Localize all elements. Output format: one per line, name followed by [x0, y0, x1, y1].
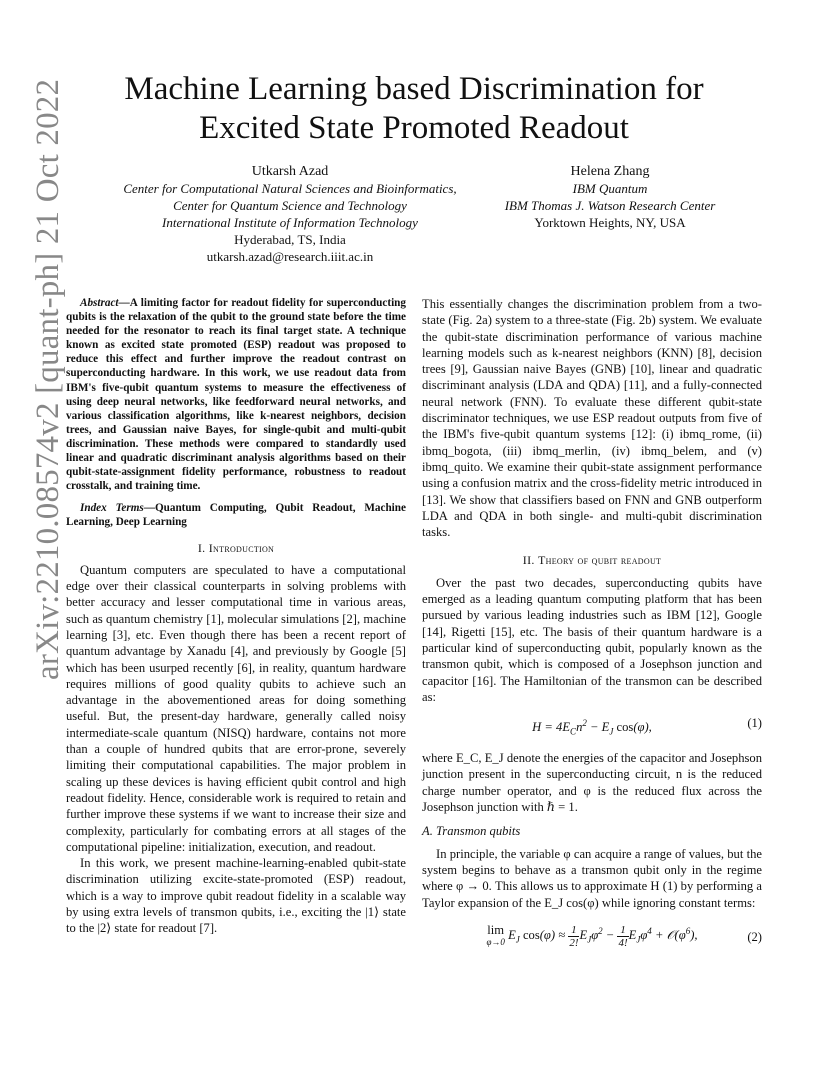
author-name: Helena Zhang [570, 164, 650, 179]
author-affiliation: Center for Quantum Science and Technology [173, 198, 407, 213]
abstract: Abstract—A limiting factor for readout fidelity for superconducting qubits is the relaxation of the qubit to the ground state before the time needed for the resonator to reach its final target state. A technique known as excited state promoted (ESP) readout was proposed to reduce this effect and further improve the readout contrast on superconducting hardware. In this work, we use readout data from IBM's five-qubit quantum systems to measure the effectiveness of using deep neural networks, like feedforward neural networks, and various classification algorithms, like k-nearest neighbors, decision trees, and Gaussian naive Bayes, for single-qubit and multi-qubit discrimination. These methods were compared to standardly used linear and quadratic discriminant analysis algorithms based on their qubit-state-assignment fidelity performance, robustness to readout crosstalk, and training time. [66, 297, 406, 493]
author-location: Yorktown Heights, NY, USA [534, 215, 686, 230]
author-affiliation: Center for Computational Natural Sciences and Bioinformatics, [123, 181, 457, 196]
section-heading-introduction: I. Introduction [197, 540, 275, 555]
equation-number: (2) [747, 929, 762, 944]
left-column [66, 296, 406, 937]
author-email: utkarsh.azad@research.iiit.ac.in [206, 249, 374, 264]
abstract-label: Abstract [80, 297, 119, 309]
title-line-1: Machine Learning based Discrimination for [124, 71, 704, 107]
transmon-paragraph: In principle, the variable φ can acquire a range of values, but the system begins to behave as a transmon qubit only in the regime where φ → 0. This allows us to approximate H (1) by performing a Taylor expansion of the E_J cos(φ) while ignoring constant terms: [422, 846, 762, 910]
equation-2: lim φ→0 $E_J$ cos(φ) ≈ $\frac{1}{2!}$ $E_J\varphi^2$ − $\frac{1}{4!}$ $E_J\varphi^4$ + $𝒪(\varphi^6)$, (2) [486, 923, 762, 949]
author-name: Utkarsh Azad [251, 164, 329, 179]
author-block-1 [95, 163, 485, 265]
equation-number: (1) [747, 716, 762, 731]
intro-paragraph: Quantum computers are speculated to have a computational edge over their classical counterparts in solving problems with better accuracy and lesser computational time in various areas, such as quantum chemistry [1], molecular simulations [2], machine learning [3], etc. Even though there has been a recent report of quantum advantage by Xanadu [4], and previously by Google [5] which has been usurped recently [6], in reality, quantum hardware requires millions of good quality qubits to achieve such an advantage in the abovementioned areas for doing something useful. But, the present-day hardware, generally called noisy intermediate-scale quantum (NISQ) hardware, contains not more than a couple of hundred qubits that are error-prone, severely limiting their computational capabilities. The major problem in scaling up these devices is having efficient qubit control and high readout fidelity. Hence, considerable work is required to retain and further improve these systems if we want to increase their size and complexity, particularly for combating errors at all stages of the computational pipeline: initialization, execution, and readout. [66, 562, 406, 854]
author-affiliation: IBM Thomas J. Watson Research Center [504, 198, 716, 213]
theory-paragraph: Over the past two decades, superconducting qubits have emerged as a leading quantum computing platform that has been pursued by various leading industries such as IBM [12], Google [14], Rigetti [15], etc. The basis of their quantum hardware is a particular kind of superconducting qubit, popularly known as the transmon qubit, which is composed of a Josephson junction and capacitor [16]. The Hamiltonian of the transmon can be described as: [422, 575, 762, 704]
section-heading-theory: II. Theory of qubit readout [522, 553, 662, 568]
author-location: Hyderabad, TS, India [234, 232, 346, 247]
title-line-2: Excited State Promoted Readout [199, 110, 629, 146]
subsection-heading: A. Transmon qubits [422, 824, 521, 839]
theory-paragraph: where E_C, E_J denote the energies of the capacitor and Josephson junction present in the superconducting circuit, n is the reduced charge number operator, and φ is the reduced flux across the Josephson junction with ℏ = 1. [422, 751, 762, 815]
paper-title [60, 70, 768, 148]
intro-paragraph: In this work, we present machine-learning-enabled qubit-state discrimination utilizing excite-state-promoted (ESP) readout, which is a way to improve qubit readout fidelity in a scalable way by using extra levels of transmon qubits, i.e., exciting the |1⟩ state to the |2⟩ state for readout [7]. [66, 856, 406, 936]
body-paragraph: This essentially changes the discrimination problem from a two-state (Fig. 2a) system to a three-state (Fig. 2b) system. We evaluate the qubit-state discrimination performance of various machine learning models such as k-nearest neighbors (KNN) [8], decision trees [9], Gaussian naive Bayes (GNB) [10], linear and quadratic discriminant analysis (LDA and QDA) [11], and a fully-connected neural network (FNN). To evaluate these different qubit-state discriminator techniques, we use ESP readout outputs from five of the IBM's five-qubit quantum systems [12]: (i) ibmq_rome, (ii) ibmq_bogota, (iii) ibmq_merlin, (iv) ibmq_belem, and (v) ibmq_quito. We examine their qubit-state assignment performance using a confusion matrix and the cross-fidelity metric introduced in [13]. We show that classifiers based on FNN and GNB outperform LDA and QDA in both single- and multi-qubit discrimination tasks. [422, 297, 762, 540]
index-terms-label: Index Terms [80, 502, 144, 515]
equation-1: $H = 4E_Cn^2 - E_J$ cos(φ), (1) [532, 716, 762, 737]
author-affiliation: International Institute of Information Technology [162, 215, 418, 230]
right-column [422, 296, 762, 959]
author-affiliation: IBM Quantum [572, 181, 648, 196]
author-block-2 [470, 163, 750, 231]
index-terms: Index Terms—Quantum Computing, Qubit Readout, Machine Learning, Deep Learning [66, 502, 406, 529]
arxiv-stamp: arXiv:2210.08574v2 [quant-ph] 21 Oct 2022 [30, 78, 66, 680]
